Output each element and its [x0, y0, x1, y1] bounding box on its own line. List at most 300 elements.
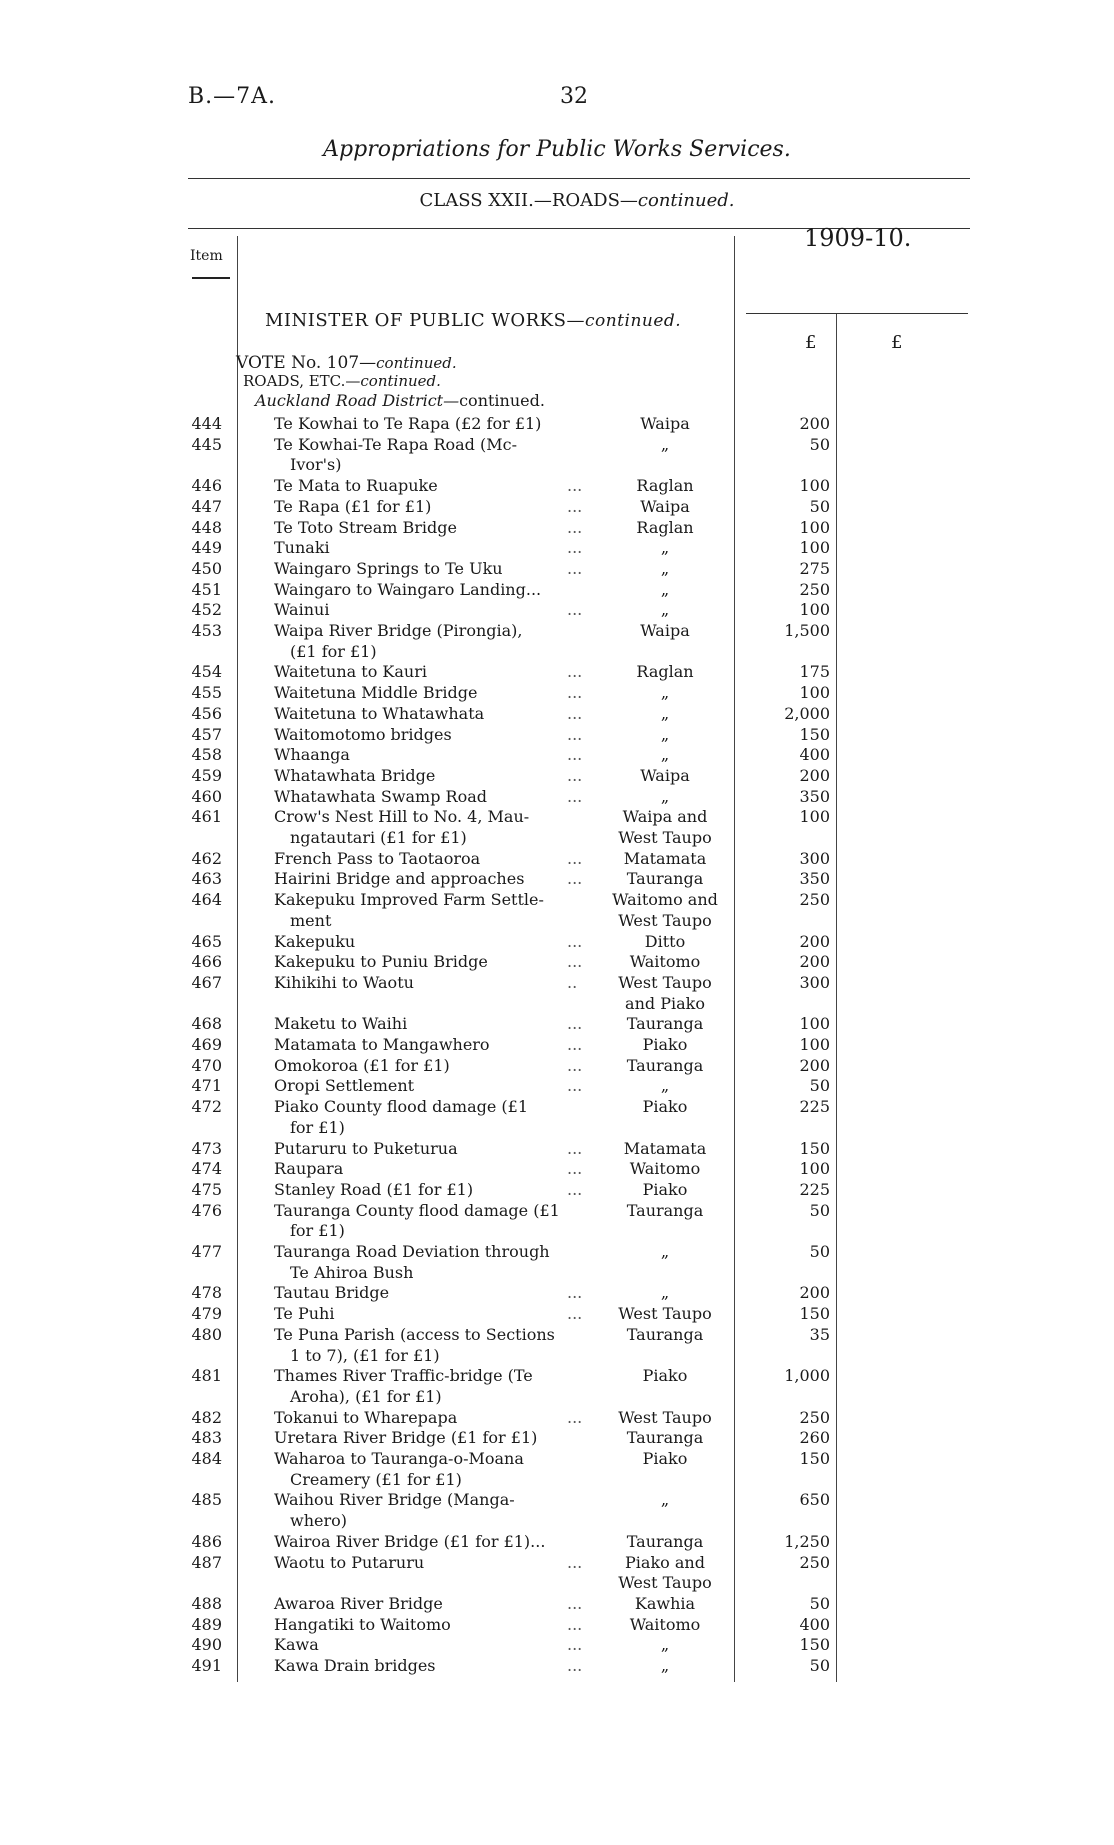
- item-description: Waipa River Bridge (Pirongia),: [274, 621, 523, 640]
- amount-value: 100: [799, 538, 830, 558]
- district-name: Tauranga: [626, 1531, 704, 1551]
- leader-dots: ...: [567, 1076, 583, 1096]
- leader-dots: ...: [567, 1614, 583, 1634]
- district-name-continued: West Taupo: [618, 910, 712, 930]
- table-row-continuation: [0, 1470, 1114, 1490]
- district-name: Piako: [642, 1179, 688, 1199]
- table-row: [0, 621, 1114, 641]
- table-row: [0, 683, 1114, 703]
- item-description: Tauranga Road Deviation through: [274, 1242, 550, 1261]
- roads-continued: continued.: [360, 372, 441, 390]
- table-row: [0, 1408, 1114, 1428]
- leader-dots: ...: [567, 786, 583, 806]
- district-name: „: [660, 600, 670, 620]
- leader-dots: ...: [567, 952, 583, 972]
- district-name: „: [660, 558, 670, 578]
- item-number: 458: [191, 745, 222, 765]
- item-description: Tautau Bridge: [274, 1283, 390, 1303]
- amount-value: 150: [799, 1635, 830, 1655]
- item-number: 470: [191, 1055, 222, 1075]
- leader-dots: ...: [567, 1159, 583, 1179]
- item-description: Raupara: [274, 1159, 344, 1179]
- table-row: [0, 932, 1114, 952]
- district-name: West Taupo: [618, 1407, 712, 1427]
- table-row: [0, 414, 1114, 434]
- item-number: 460: [191, 786, 222, 806]
- item-number: 466: [191, 952, 222, 972]
- district-name: „: [660, 683, 670, 703]
- amount-value: 300: [799, 972, 830, 992]
- table-row: [0, 1635, 1114, 1655]
- amount-value: 225: [799, 1179, 830, 1199]
- table-row: [0, 435, 1114, 455]
- item-description: Hangatiki to Waitomo: [274, 1614, 451, 1634]
- item-number: 449: [191, 538, 222, 558]
- minister-continued: continued.: [584, 311, 682, 331]
- item-column-header: Item: [190, 248, 223, 264]
- item-number: 481: [191, 1366, 222, 1386]
- item-description-continued: Te Ahiroa Bush: [290, 1262, 414, 1282]
- amount-value: 1,500: [784, 621, 830, 640]
- district-name-continued: West Taupo: [618, 1573, 712, 1593]
- table-row: [0, 600, 1114, 620]
- district-name: Piako and: [625, 1552, 705, 1572]
- item-description: French Pass to Taotaoroa: [274, 848, 481, 868]
- item-description: Tunaki: [274, 538, 330, 558]
- leader-dots: ...: [567, 538, 583, 558]
- currency-symbol-1: £: [805, 332, 817, 353]
- table-row: [0, 662, 1114, 682]
- roads-heading: [243, 372, 441, 390]
- item-description: Te Mata to Ruapuke: [274, 476, 438, 496]
- table-row: [0, 725, 1114, 745]
- table-row: [0, 869, 1114, 889]
- table-row: [0, 849, 1114, 869]
- table-row: [0, 973, 1114, 993]
- leader-dots: ...: [567, 496, 583, 516]
- item-description: Tauranga County flood damage (£1: [274, 1200, 560, 1220]
- item-number: 456: [191, 703, 222, 723]
- item-number: 446: [191, 476, 222, 496]
- table-row-continuation: [0, 455, 1114, 475]
- item-number: 448: [191, 517, 222, 537]
- leader-dots: ...: [567, 931, 583, 951]
- district-name: „: [660, 724, 670, 744]
- item-description: Whaanga: [274, 745, 350, 765]
- item-description: Te Puna Parish (access to Sections: [274, 1324, 555, 1344]
- leader-dots: ...: [567, 558, 583, 578]
- district-name: Kawhia: [634, 1593, 696, 1613]
- item-number: 444: [191, 414, 222, 433]
- item-number: 467: [191, 972, 222, 992]
- leader-dots: ..: [567, 972, 578, 992]
- table-row: [0, 1139, 1114, 1159]
- item-number: 469: [191, 1035, 222, 1054]
- amount-value: 100: [799, 517, 830, 537]
- table-row: [0, 745, 1114, 765]
- leader-dots: ...: [567, 662, 583, 682]
- item-number: 447: [191, 496, 222, 516]
- year-column-header: 1909-10.: [804, 224, 912, 252]
- amount-value: 100: [799, 807, 830, 827]
- item-description: Wairoa River Bridge (£1 for £1)...: [274, 1531, 546, 1551]
- district-name: Piako: [642, 1449, 688, 1468]
- vote-title: VOTE No. 107—: [236, 353, 377, 373]
- table-row: [0, 1242, 1114, 1262]
- minister-title: MINISTER OF PUBLIC WORKS—: [265, 310, 585, 331]
- item-description: Kakepuku to Puniu Bridge: [274, 952, 488, 972]
- item-description: Waotu to Putaruru: [274, 1552, 425, 1572]
- vote-heading: [236, 353, 457, 373]
- item-description: Putaruru to Puketurua: [274, 1138, 458, 1158]
- district-name: Tauranga: [626, 1428, 704, 1448]
- leader-dots: ...: [567, 1656, 583, 1675]
- item-number: 489: [191, 1614, 222, 1634]
- item-description-continued: 1 to 7), (£1 for £1): [290, 1345, 440, 1365]
- roads-title: ROADS, ETC.—: [243, 372, 361, 390]
- amount-value: 100: [799, 683, 830, 703]
- leader-dots: ...: [567, 683, 583, 703]
- table-row-continuation: [0, 1573, 1114, 1593]
- item-number: 488: [191, 1593, 222, 1613]
- leader-dots: ...: [567, 745, 583, 765]
- item-number: 486: [191, 1531, 222, 1551]
- table-row: [0, 497, 1114, 517]
- item-description-continued: Aroha), (£1 for £1): [290, 1386, 442, 1406]
- item-number: 454: [191, 662, 222, 682]
- table-row: [0, 559, 1114, 579]
- district-name: Matamata: [623, 848, 707, 868]
- district-name: Waitomo: [629, 1614, 701, 1634]
- item-description: Tokanui to Wharepapa: [274, 1407, 458, 1427]
- table-row: [0, 1201, 1114, 1221]
- item-description: Whatawhata Bridge: [274, 765, 436, 785]
- amount-value: 175: [799, 662, 830, 682]
- district-name: Raglan: [636, 517, 694, 537]
- table-row: [0, 518, 1114, 538]
- item-number: 484: [191, 1449, 222, 1468]
- amount-value: 400: [799, 745, 830, 765]
- item-description: Waingaro Springs to Te Uku: [274, 558, 503, 578]
- district-name: Piako: [642, 1366, 688, 1386]
- item-description-continued: ment: [290, 910, 332, 930]
- item-description: Kakepuku: [274, 931, 356, 951]
- item-number: 464: [191, 890, 222, 910]
- year-header-rule: [746, 313, 968, 314]
- table-row: [0, 952, 1114, 972]
- district-name: Ditto: [644, 931, 686, 951]
- amount-value: 100: [799, 476, 830, 496]
- item-number: 445: [191, 434, 222, 454]
- table-row: [0, 1532, 1114, 1552]
- leader-dots: ...: [567, 869, 583, 889]
- district-name: Tauranga: [626, 869, 704, 889]
- item-description: Hairini Bridge and approaches: [274, 869, 525, 889]
- amount-value: 50: [809, 1656, 830, 1675]
- item-description: Maketu to Waihi: [274, 1014, 408, 1034]
- table-row: [0, 787, 1114, 807]
- leader-dots: ...: [567, 703, 583, 723]
- district-name: Piako: [642, 1097, 688, 1117]
- leader-dots: ...: [567, 517, 583, 537]
- amount-value: 50: [809, 434, 830, 454]
- table-row: [0, 1014, 1114, 1034]
- district-name: Waipa: [640, 621, 690, 640]
- item-number: 476: [191, 1200, 222, 1220]
- leader-dots: ...: [567, 1552, 583, 1572]
- item-description: Te Toto Stream Bridge: [274, 517, 457, 537]
- leader-dots: ...: [567, 1593, 583, 1613]
- item-description: Te Kowhai to Te Rapa (£2 for £1): [274, 414, 542, 433]
- item-description: Kihikihi to Waotu: [274, 972, 414, 992]
- amount-value: 200: [799, 414, 830, 433]
- leader-dots: ...: [567, 476, 583, 496]
- item-description-continued: Creamery (£1 for £1): [290, 1469, 462, 1489]
- district-name-continued: and Piako: [625, 993, 705, 1013]
- district-name: „: [660, 1635, 670, 1655]
- item-description: Kawa: [274, 1635, 319, 1655]
- amount-value: 250: [799, 1552, 830, 1572]
- district-name: „: [660, 1076, 670, 1096]
- item-description: Kakepuku Improved Farm Settle-: [274, 890, 544, 910]
- item-description: Stanley Road (£1 for £1): [274, 1179, 474, 1199]
- item-description: Piako County flood damage (£1: [274, 1097, 529, 1117]
- amount-value: 200: [799, 1283, 830, 1303]
- leader-dots: ...: [567, 1138, 583, 1158]
- leader-dots: ...: [567, 1283, 583, 1303]
- district-name: „: [660, 786, 670, 806]
- district-name: Waitomo: [629, 952, 701, 972]
- amount-value: 260: [799, 1428, 830, 1448]
- amount-value: 250: [799, 579, 830, 599]
- amount-value: 200: [799, 765, 830, 785]
- amount-value: 275: [799, 558, 830, 578]
- item-description: Whatawhata Swamp Road: [274, 786, 488, 806]
- amount-value: 100: [799, 1035, 830, 1054]
- amount-value: 250: [799, 890, 830, 910]
- district-name: Waitomo and: [612, 890, 718, 910]
- item-number: 482: [191, 1407, 222, 1427]
- table-row: [0, 1366, 1114, 1386]
- item-description: Waitetuna Middle Bridge: [274, 683, 478, 703]
- minister-heading: [265, 310, 681, 331]
- amount-value: 1,000: [784, 1366, 830, 1386]
- district-name: „: [660, 703, 670, 723]
- leader-dots: ...: [567, 1407, 583, 1427]
- amount-value: 300: [799, 848, 830, 868]
- item-number: 472: [191, 1097, 222, 1117]
- item-description: Omokoroa (£1 for £1): [274, 1055, 450, 1075]
- amount-value: 150: [799, 1304, 830, 1324]
- table-row-continuation: [0, 1221, 1114, 1241]
- item-number: 478: [191, 1283, 222, 1303]
- page-number: 32: [560, 84, 588, 109]
- leader-dots: ...: [567, 765, 583, 785]
- table-row-continuation: [0, 828, 1114, 848]
- table-row: [0, 766, 1114, 786]
- table-row-continuation: [0, 1511, 1114, 1531]
- item-number: 459: [191, 765, 222, 785]
- item-number: 462: [191, 848, 222, 868]
- table-row: [0, 1325, 1114, 1345]
- item-number: 450: [191, 558, 222, 578]
- amount-value: 150: [799, 724, 830, 744]
- amount-value: 650: [799, 1490, 830, 1510]
- item-number: 468: [191, 1014, 222, 1034]
- district-continued: continued.: [459, 391, 545, 410]
- amount-value: 200: [799, 1055, 830, 1075]
- item-number: 491: [191, 1656, 222, 1675]
- amount-value: 225: [799, 1097, 830, 1117]
- item-number: 473: [191, 1138, 222, 1158]
- currency-symbol-2: £: [891, 332, 903, 353]
- table-row-continuation: [0, 994, 1114, 1014]
- item-description: Awaroa River Bridge: [274, 1593, 443, 1613]
- district-name: Raglan: [636, 662, 694, 682]
- table-row: [0, 807, 1114, 827]
- amount-value: 50: [809, 1242, 830, 1261]
- item-number: 479: [191, 1304, 222, 1324]
- amount-value: 350: [799, 869, 830, 889]
- document-reference: B.—7A.: [188, 84, 277, 109]
- item-description: Matamata to Mangawhero: [274, 1035, 490, 1054]
- item-description-continued: whero): [290, 1511, 347, 1531]
- table-row: [0, 1615, 1114, 1635]
- item-number: 471: [191, 1076, 222, 1096]
- district-name: „: [660, 538, 670, 558]
- table-row: [0, 1490, 1114, 1510]
- leader-dots: ...: [567, 848, 583, 868]
- item-description: Waingaro to Waingaro Landing...: [274, 579, 542, 599]
- district-name: Tauranga: [626, 1055, 704, 1075]
- district-name: „: [660, 745, 670, 765]
- item-description: Waitetuna to Kauri: [274, 662, 427, 682]
- title-rule: [188, 178, 970, 179]
- leader-dots: ...: [567, 1179, 583, 1199]
- leader-dots: ...: [567, 724, 583, 744]
- district-name: Waipa and: [622, 807, 708, 827]
- item-number: 453: [191, 621, 222, 640]
- table-row: [0, 1076, 1114, 1096]
- district-title: Auckland Road District—: [255, 391, 460, 410]
- table-row: [0, 1304, 1114, 1324]
- district-name: Piako: [642, 1035, 688, 1054]
- table-row: [0, 1056, 1114, 1076]
- district-name: Waipa: [640, 414, 690, 433]
- item-number: 483: [191, 1428, 222, 1448]
- item-description: Waitomotomo bridges: [274, 724, 452, 744]
- item-description: Crow's Nest Hill to No. 4, Mau-: [274, 807, 530, 827]
- district-heading: [255, 391, 545, 410]
- class-heading: [0, 190, 1114, 211]
- table-row: [0, 580, 1114, 600]
- amount-value: 100: [799, 1014, 830, 1034]
- district-name: Tauranga: [626, 1200, 704, 1220]
- leader-dots: ...: [567, 600, 583, 620]
- item-number: 485: [191, 1490, 222, 1510]
- item-description-continued: for £1): [290, 1221, 345, 1241]
- item-number: 487: [191, 1552, 222, 1572]
- district-name: „: [660, 1490, 670, 1510]
- district-name: Waipa: [640, 496, 690, 516]
- amount-value: 50: [809, 1076, 830, 1096]
- item-description: Oropi Settlement: [274, 1076, 415, 1096]
- item-number: 457: [191, 724, 222, 744]
- table-row-continuation: [0, 1346, 1114, 1366]
- item-description-continued: for £1): [290, 1117, 345, 1137]
- table-row: [0, 1449, 1114, 1469]
- district-name: Matamata: [623, 1138, 707, 1158]
- item-description: Kawa Drain bridges: [274, 1656, 436, 1675]
- district-name: Waipa: [640, 765, 690, 785]
- item-number: 474: [191, 1159, 222, 1179]
- district-name: West Taupo: [618, 972, 712, 992]
- item-number: 480: [191, 1324, 222, 1344]
- amount-value: 1,250: [784, 1531, 830, 1551]
- table-row: [0, 1159, 1114, 1179]
- item-description: Wainui: [274, 600, 330, 620]
- table-row: [0, 1428, 1114, 1448]
- amount-value: 50: [809, 496, 830, 516]
- district-name: „: [660, 1283, 670, 1303]
- district-name: „: [660, 1242, 670, 1261]
- district-name: Tauranga: [626, 1324, 704, 1344]
- table-row: [0, 1180, 1114, 1200]
- amount-value: 100: [799, 600, 830, 620]
- district-name: „: [660, 434, 670, 454]
- item-description: Te Kowhai-Te Rapa Road (Mc-: [274, 434, 517, 454]
- item-description-continued: (£1 for £1): [290, 641, 377, 661]
- item-header-underline: [192, 277, 230, 279]
- table-row-continuation: [0, 1118, 1114, 1138]
- table-row-continuation: [0, 1387, 1114, 1407]
- amount-value: 250: [799, 1407, 830, 1427]
- item-number: 455: [191, 683, 222, 703]
- item-description: Thames River Traffic-bridge (Te: [274, 1366, 533, 1386]
- leader-dots: ...: [567, 1055, 583, 1075]
- leader-dots: ...: [567, 1304, 583, 1324]
- table-row: [0, 1283, 1114, 1303]
- table-row: [0, 1097, 1114, 1117]
- item-number: 477: [191, 1242, 222, 1261]
- amount-value: 100: [799, 1159, 830, 1179]
- item-number: 452: [191, 600, 222, 620]
- leader-dots: ...: [567, 1635, 583, 1655]
- item-description: Waihou River Bridge (Manga-: [274, 1490, 515, 1510]
- table-row-continuation: [0, 642, 1114, 662]
- table-row: [0, 890, 1114, 910]
- item-number: 475: [191, 1179, 222, 1199]
- district-name: „: [660, 579, 670, 599]
- table-row: [0, 704, 1114, 724]
- district-name: West Taupo: [618, 1304, 712, 1324]
- amount-value: 50: [809, 1200, 830, 1220]
- leader-dots: ...: [567, 1035, 583, 1054]
- amount-value: 2,000: [784, 703, 830, 723]
- amount-value: 35: [809, 1324, 830, 1344]
- district-name: Tauranga: [626, 1014, 704, 1034]
- district-name: „: [660, 1656, 670, 1675]
- table-row-continuation: [0, 911, 1114, 931]
- district-name: Raglan: [636, 476, 694, 496]
- page-title: Appropriations for Public Works Services.: [323, 137, 791, 162]
- item-description: Waharoa to Tauranga-o-Moana: [274, 1449, 524, 1468]
- item-number: 490: [191, 1635, 222, 1655]
- table-row: [0, 1656, 1114, 1676]
- item-number: 463: [191, 869, 222, 889]
- table-row: [0, 1553, 1114, 1573]
- item-number: 465: [191, 931, 222, 951]
